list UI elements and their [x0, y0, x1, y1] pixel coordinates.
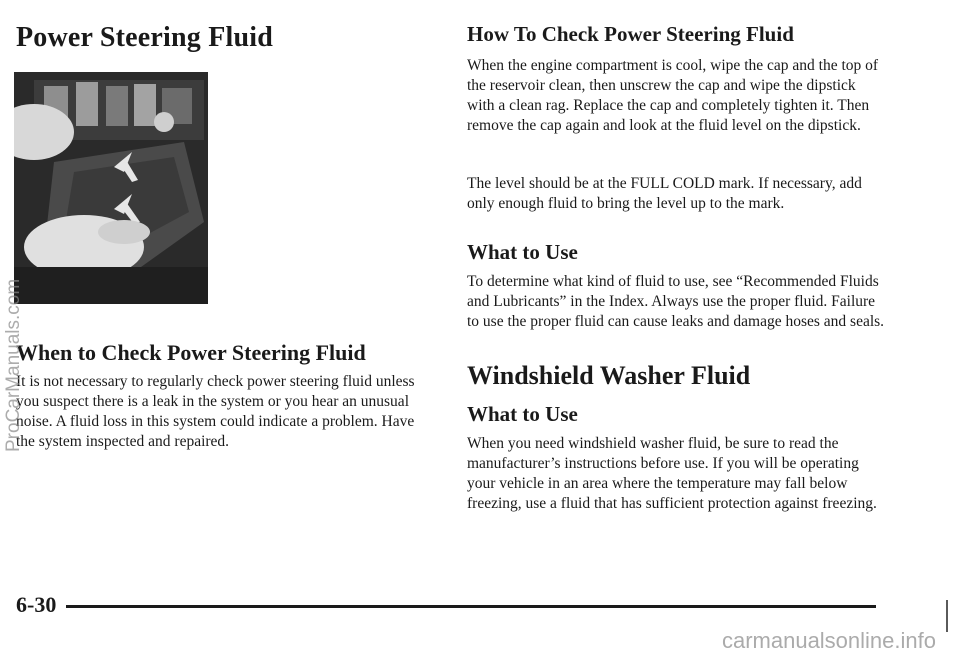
what-to-use-paragraph-2: When you need windshield washer fluid, be sure to read the manufacturer’s instructions before use. If you will be operating your vehicle in an area where the temperature may fall below freezing, use a fluid that has sufficient protection against freezing.	[467, 435, 877, 512]
what-to-use-heading-2: What to Use	[467, 402, 578, 426]
how-to-check-paragraph-2: The level should be at the FULL COLD mark. If necessary, add only enough fluid to bring the level up to the mark.	[467, 175, 862, 212]
when-to-check-paragraph: It is not necessary to regularly check power steering fluid unless you suspect there is a leak in the system or you hear an unusual noise. A fluid loss in this system could indicate a problem. Have the system inspected and repaired.	[16, 373, 415, 450]
windshield-washer-heading: Windshield Washer Fluid	[467, 361, 751, 390]
reservoir-illustration	[14, 72, 208, 304]
bottom-watermark: carmanualsonline.info	[721, 628, 936, 653]
page-edge-mark	[946, 600, 948, 632]
footer-divider	[66, 605, 876, 608]
power-steering-reservoir-photo	[14, 72, 208, 304]
what-to-use-heading-1: What to Use	[467, 240, 578, 264]
what-to-use-paragraph-1: To determine what kind of fluid to use, see “Recommended Fluids and Lubricants” in the Index. Always use the proper fluid. Failure to use the proper fluid can cause leaks and damage hoses and seals.	[467, 273, 885, 330]
how-to-check-heading: How To Check Power Steering Fluid	[467, 22, 794, 46]
page-number: 6-30	[16, 592, 57, 617]
page-title: Power Steering Fluid	[16, 22, 274, 53]
side-watermark: ProCarManuals.com	[3, 278, 24, 452]
how-to-check-paragraph-1: When the engine compartment is cool, wipe the cap and the top of the reservoir clean, then unscrew the cap and wipe the dipstick with a clean rag. Replace the cap and completely tighten it. Then remove the cap again and look at the fluid level on the dipstick.	[467, 57, 879, 134]
when-to-check-heading: When to Check Power Steering Fluid	[16, 340, 366, 365]
